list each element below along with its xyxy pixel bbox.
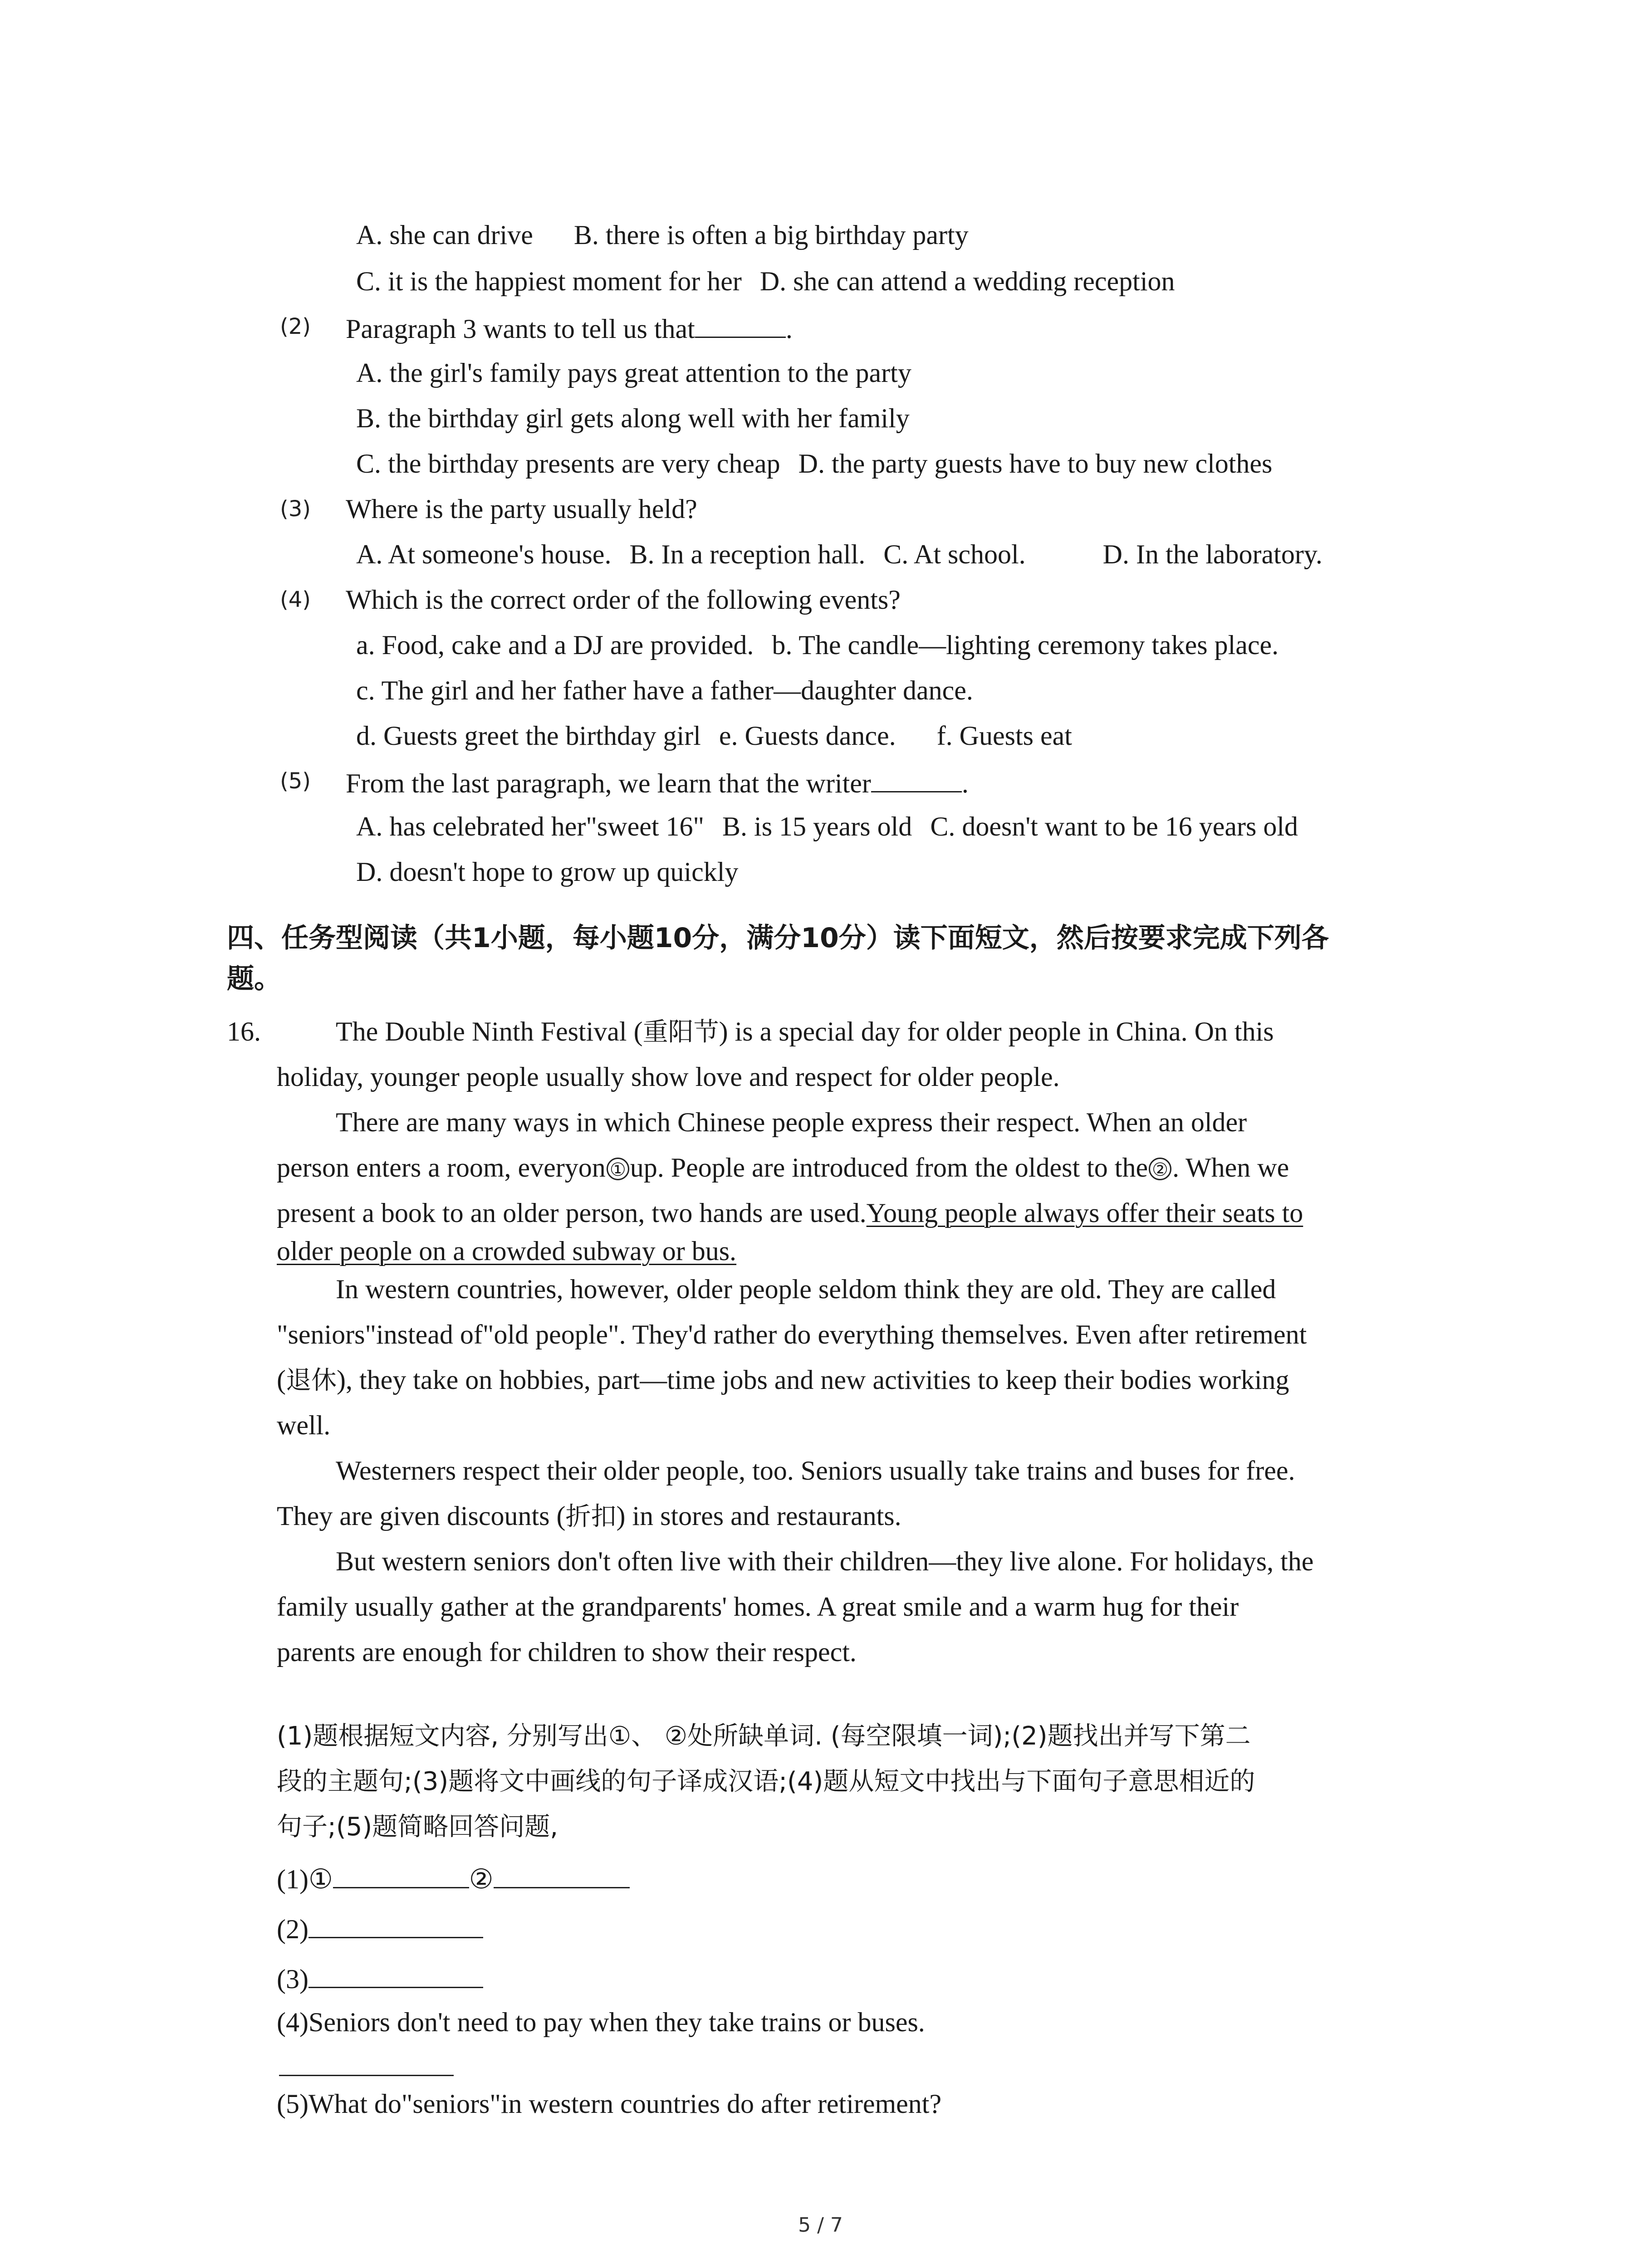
passage-line: Westerners respect their older people, too. Seniors usually take trains and buses for free.	[336, 1456, 1295, 1486]
question-stem: Paragraph 3 wants to tell us that .	[346, 309, 793, 346]
text: up. People are introduced from the oldest to the	[630, 1153, 1148, 1183]
text-cjk: 退休	[285, 1366, 337, 1395]
option-text: B. In a reception hall.	[629, 539, 866, 569]
passage-line: But western seniors don't often live with their children—they live alone. For holidays, the	[336, 1546, 1314, 1576]
question-stem: Where is the party usually held?	[346, 494, 697, 524]
text: (	[277, 1365, 286, 1395]
q15-4-options-def	[356, 719, 1072, 753]
q15-1-options-line2	[356, 264, 1175, 298]
option-text: C. the birthday presents are very cheap	[356, 449, 780, 479]
text-cjk: 折扣	[565, 1502, 617, 1531]
passage-line: "seniors"instead of"old people". They'd rather do everything themselves. Even after retirement	[277, 1320, 1307, 1349]
passage-line: There are many ways in which Chinese people express their respect. When an older	[336, 1107, 1247, 1137]
answer-line-4: (4)Seniors don't need to pay when they take trains or buses.	[277, 2007, 925, 2037]
option-text: A. she can drive	[356, 220, 533, 250]
option-text: f. Guests eat	[936, 721, 1072, 751]
q15-1-options-line1	[356, 218, 969, 252]
passage-line: holiday, younger people usually show love and respect for older people.	[277, 1062, 1060, 1092]
q15-2-options-cd	[356, 446, 1272, 481]
option-text: b. The candle—lighting ceremony takes place.	[772, 630, 1279, 660]
question-number: 16.	[227, 1017, 261, 1046]
option-text: B. there is often a big birthday party	[573, 220, 969, 250]
option-text: A. At someone's house.	[356, 539, 612, 569]
answer-blank[interactable]	[333, 1860, 469, 1888]
answer-blank[interactable]	[309, 1960, 483, 1988]
passage-line	[277, 1363, 1289, 1398]
text: . When we	[1172, 1153, 1289, 1183]
answer-blank[interactable]	[279, 2075, 454, 2076]
answer-label: (3)	[277, 1964, 309, 1994]
option-text: A. has celebrated her"sweet 16"	[356, 811, 704, 841]
answer-line-2	[277, 1910, 483, 1946]
section-heading: 题。	[227, 963, 281, 995]
text: The Double Ninth Festival (	[336, 1017, 643, 1046]
q15-4-options-ab	[356, 628, 1279, 662]
option-text: A. the girl's family pays great attention to the party	[356, 358, 911, 388]
answer-blank[interactable]	[309, 1910, 483, 1938]
passage-line	[277, 1196, 1303, 1230]
answer-blank	[871, 764, 962, 792]
q15-3-options	[356, 537, 1323, 572]
option-text: D. doesn't hope to grow up quickly	[356, 857, 739, 887]
text: ) in stores and restaurants.	[616, 1501, 901, 1531]
answer-line-3	[277, 1960, 483, 1996]
option-text: B. the birthday girl gets along well with her family	[356, 403, 910, 433]
question-stem: From the last paragraph, we learn that the writer .	[346, 764, 969, 801]
passage-line: family usually gather at the grandparents' homes. A great smile and a warm hug for their	[277, 1592, 1239, 1622]
instructions-line: 句子;(5)题简略回答问题,	[277, 1812, 558, 1842]
passage-line	[277, 1150, 1289, 1185]
text: They are given discounts (	[277, 1501, 566, 1531]
blank-marker: ①	[607, 1158, 629, 1180]
answer-line-5: (5)What do"seniors"in western countries do after retirement?	[277, 2089, 942, 2119]
underlined-sentence: older people on a crowded subway or bus.	[277, 1236, 737, 1266]
answer-label: (1)①	[277, 1864, 333, 1894]
blank-marker: ②	[1149, 1158, 1171, 1180]
answer-label: (2)	[277, 1914, 309, 1944]
option-text: D. In the laboratory.	[1102, 539, 1323, 569]
option-text: a. Food, cake and a DJ are provided.	[356, 630, 754, 660]
page-number: 5 / 7	[798, 2214, 843, 2237]
stem-text: From the last paragraph, we learn that the writer	[346, 768, 871, 798]
answer-blank	[695, 309, 786, 338]
question-stem: Which is the correct order of the following events?	[346, 585, 901, 615]
passage-line	[336, 1014, 1274, 1050]
answer-blank[interactable]	[494, 1860, 630, 1888]
q15-5-options-abc	[356, 809, 1298, 844]
passage-line: well.	[277, 1410, 331, 1440]
option-text: D. the party guests have to buy new clothes	[798, 449, 1273, 479]
text-cjk: 重阳节	[642, 1017, 719, 1047]
option-text: C. it is the happiest moment for her	[356, 266, 742, 296]
option-text: d. Guests greet the birthday girl	[356, 721, 701, 751]
instructions-line: 段的主题句;(3)题将文中画线的句子译成汉语;(4)题从短文中找出与下面句子意思相近的	[277, 1767, 1255, 1796]
answer-line-1	[277, 1860, 630, 1897]
instructions-line: (1)题根据短文内容, 分别写出①、 ②处所缺单词. (每空限填一词);(2)题找出并写下第二	[277, 1721, 1251, 1751]
question-number: (5)	[280, 768, 311, 794]
answer-label: ②	[469, 1864, 494, 1894]
option-text: C. At school.	[883, 539, 1026, 569]
text: person enters a room, everyon	[277, 1153, 606, 1183]
option-text: e. Guests dance.	[719, 721, 896, 751]
option-text: c. The girl and her father have a father—daughter dance.	[356, 675, 973, 705]
section-heading: 四、任务型阅读（共1小题，每小题10分，满分10分）读下面短文，然后按要求完成下列各	[227, 922, 1329, 954]
option-text: D. she can attend a wedding reception	[759, 266, 1175, 296]
underlined-sentence: Young people always offer their seats to	[866, 1198, 1303, 1228]
passage-line: In western countries, however, older people seldom think they are old. They are called	[336, 1274, 1276, 1304]
question-number: (4)	[280, 587, 311, 612]
question-number: (3)	[280, 496, 311, 522]
text: ) is a special day for older people in China. On this	[719, 1017, 1274, 1046]
text: present a book to an older person, two hands are used.	[277, 1198, 867, 1228]
option-text: C. doesn't want to be 16 years old	[930, 811, 1298, 841]
text: ), they take on hobbies, part—time jobs and new activities to keep their bodies working	[336, 1365, 1289, 1395]
passage-line	[277, 1499, 901, 1534]
question-number: (2)	[280, 314, 311, 339]
stem-text: Paragraph 3 wants to tell us that	[346, 314, 695, 344]
passage-line: parents are enough for children to show their respect.	[277, 1637, 857, 1667]
passage-line	[277, 1234, 736, 1268]
option-text: B. is 15 years old	[722, 811, 912, 841]
